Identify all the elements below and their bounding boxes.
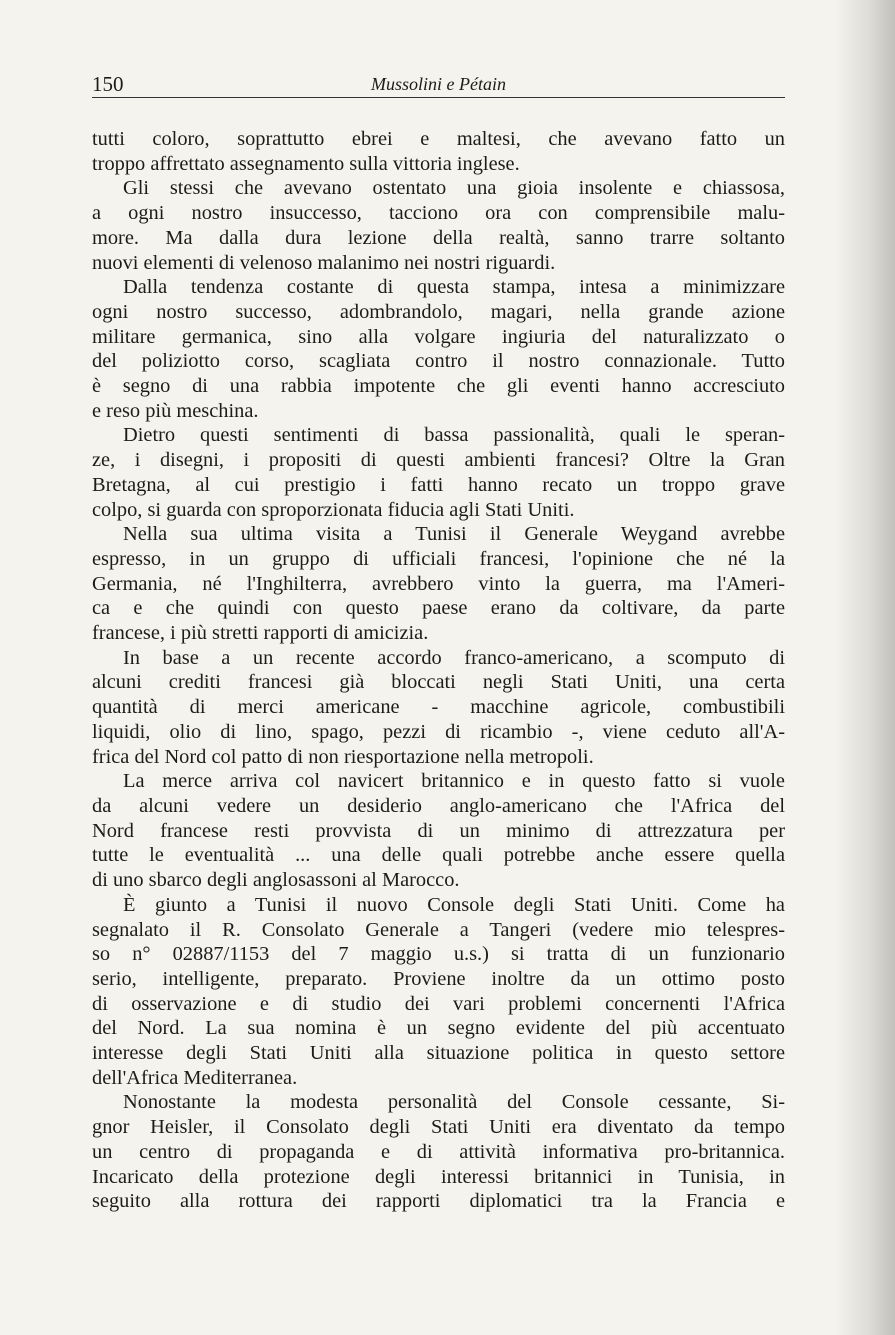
text-line: a ogni nostro insuccesso, tacciono ora con comprensibile malu- [92,202,785,225]
text-line: da alcuni vedere un desiderio anglo-americano che l'Africa del [92,794,785,817]
text-line: Incaricato della protezione degli interessi britannici in Tunisia, in [92,1165,785,1188]
text-line: colpo, si guarda con sproporzionata fiducia agli Stati Uniti. [92,498,575,521]
text-line: militare germanica, sino alla volgare ingiuria del naturalizzato o [92,325,785,348]
text-line: alcuni crediti francesi già bloccati negli Stati Uniti, una certa [92,671,785,694]
text-line: La merce arriva col navicert britannico e in questo fatto si vuole [123,770,785,793]
text-line: tutte le eventualità ... una delle quali potrebbe anche essere quella [92,844,785,867]
text-line: ca e che quindi con questo paese erano da coltivare, da parte [92,597,785,620]
text-line: di uno sbarco degli anglosassoni al Marocco. [92,869,460,892]
text-line: Nella sua ultima visita a Tunisi il Generale Weygand avrebbe [123,523,785,546]
text-line: di osservazione e di studio dei vari problemi concernenti l'Africa [92,992,785,1015]
text-line: interesse degli Stati Uniti alla situazione politica in questo settore [92,1042,785,1065]
text-line: del poliziotto corso, scagliata contro il nostro connazionale. Tutto [92,350,785,373]
text-line: è segno di una rabbia impotente che gli eventi hanno accresciuto [92,375,785,398]
page-edge-shadow [835,0,895,1335]
text-line: Nonostante la modesta personalità del Console cessante, Si- [123,1091,785,1114]
text-line: espresso, in un gruppo di ufficiali francesi, l'opinione che né la [92,547,785,570]
text-line: so n° 02887/1153 del 7 maggio u.s.) si tratta di un funzionario [92,943,785,966]
header-rule [92,97,785,98]
text-line: nuovi elementi di velenoso malanimo nei nostri riguardi. [92,251,556,274]
text-line: francese, i più stretti rapporti di amicizia. [92,622,429,645]
text-line: un centro di propaganda e di attività informativa pro-britannica. [92,1140,785,1163]
text-line: Bretagna, al cui prestigio i fatti hanno recato un troppo grave [92,473,785,496]
text-line: dell'Africa Mediterranea. [92,1066,298,1089]
text-line: e reso più meschina. [92,399,259,422]
text-line: troppo affrettato assegnamento sulla vittoria inglese. [92,152,520,175]
running-title: Mussolini e Pétain [371,74,506,94]
text-line: frica del Nord col patto di non riesportazione nella metropoli. [92,745,594,768]
text-line: Dalla tendenza costante di questa stampa, intesa a minimizzare [123,276,785,299]
text-line: serio, intelligente, preparato. Proviene inoltre da un ottimo posto [92,967,785,990]
text-line: tutti coloro, soprattutto ebrei e maltesi, che avevano fatto un [92,128,785,150]
page-number: 150 [92,72,124,96]
text-line: liquidi, olio di lino, spago, pezzi di ricambio -, viene ceduto all'A- [92,720,785,743]
text-line: segnalato il R. Consolato Generale a Tangeri (vedere mio telespres- [92,918,785,941]
text-line: ze, i disegni, i propositi di questi ambienti francesi? Oltre la Gran [92,449,785,472]
text-line: quantità di merci americane - macchine agricole, combustibili [92,696,785,719]
text-line: Germania, né l'Inghilterra, avrebbero vinto la guerra, ma l'Ameri- [92,572,785,595]
text-line: more. Ma dalla dura lezione della realtà, sanno trarre soltanto [92,226,785,249]
text-line: Dietro questi sentimenti di bassa passionalità, quali le speran- [123,424,785,447]
text-line: gnor Heisler, il Consolato degli Stati Uniti era diventato da tempo [92,1116,785,1139]
page-header [92,72,785,100]
body-text [92,127,785,1214]
text-line: È giunto a Tunisi il nuovo Console degli Stati Uniti. Come ha [123,893,785,916]
text-line: Gli stessi che avevano ostentato una gioia insolente e chiassosa, [123,177,785,200]
text-line: Nord francese resti provvista di un minimo di attrezzatura per [92,819,785,842]
text-line: In base a un recente accordo franco-americano, a scomputo di [123,646,785,669]
text-line: ogni nostro successo, adombrandolo, magari, nella grande azione [92,300,785,323]
text-line: del Nord. La sua nomina è un segno evidente del più accentuato [92,1017,785,1040]
text-line: seguito alla rottura dei rapporti diplomatici tra la Francia e [92,1190,785,1213]
